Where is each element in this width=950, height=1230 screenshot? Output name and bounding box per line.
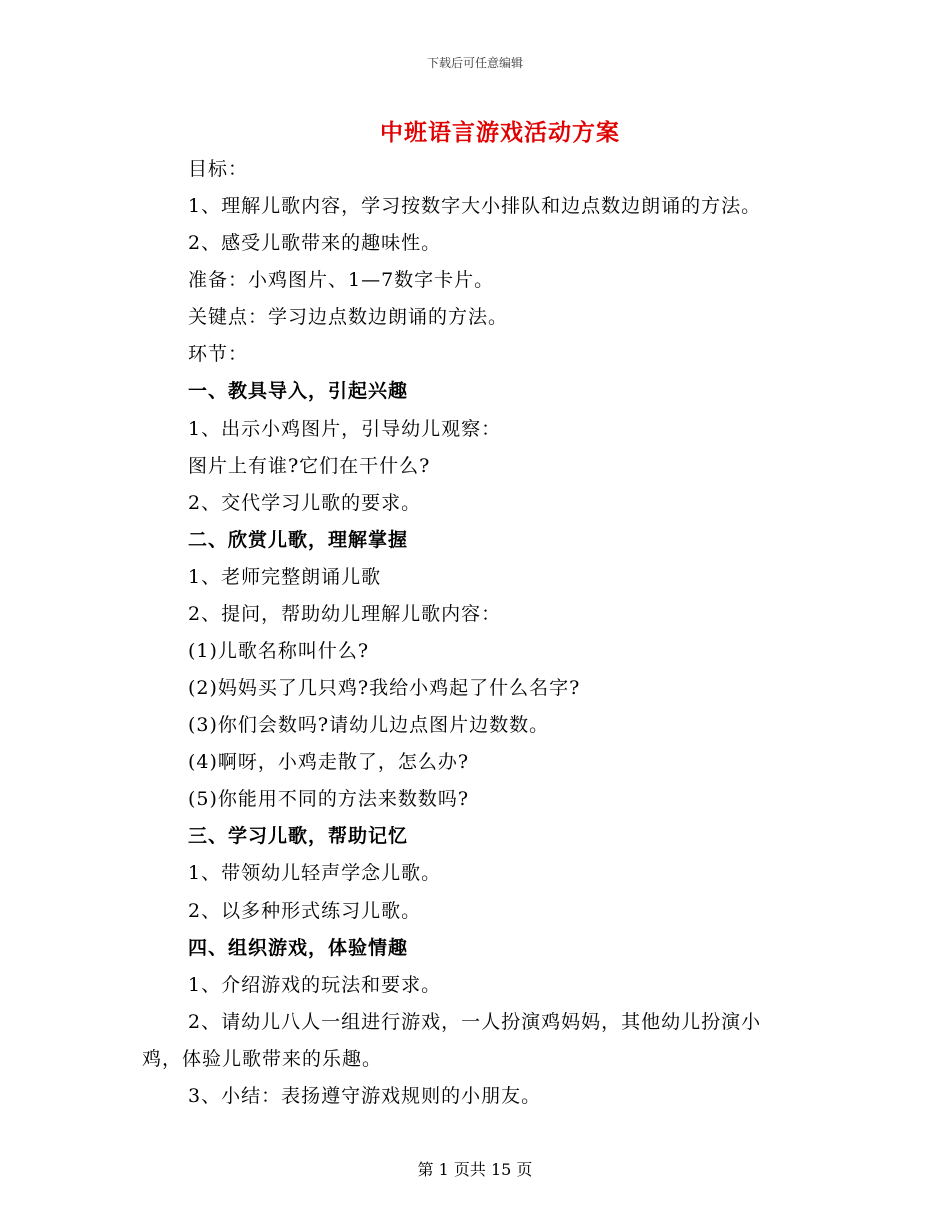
section-heading: 四、组织游戏，体验情趣 xyxy=(188,937,409,959)
body-line: 2、感受儿歌带来的趣味性。 xyxy=(188,232,442,254)
body-line: 2、交代学习儿歌的要求。 xyxy=(188,492,422,514)
header-note: 下载后可任意编辑 xyxy=(426,56,523,70)
page-number-footer: 第 1 页共 15 页 xyxy=(417,1160,533,1179)
body-line: 图片上有谁?它们在干什么? xyxy=(188,455,431,477)
body-line: 1、出示小鸡图片，引导幼儿观察： xyxy=(188,418,502,440)
body-line: 1、老师完整朗诵儿歌 xyxy=(188,566,382,588)
section-heading: 二、欣赏儿歌，理解掌握 xyxy=(188,529,409,551)
body-line: 环节： xyxy=(188,343,249,365)
body-line: 2、请幼儿八人一组进行游戏，一人扮演鸡妈妈，其他幼儿扮演小 xyxy=(188,1011,762,1033)
body-line: (1)儿歌名称叫什么? xyxy=(188,640,370,662)
body-line: 2、提问，帮助幼儿理解儿歌内容： xyxy=(188,603,502,625)
body-line: 1、理解儿歌内容，学习按数字大小排队和边点数边朗诵的方法。 xyxy=(188,195,762,217)
body-line: 1、介绍游戏的玩法和要求。 xyxy=(188,974,442,996)
body-line: (5)你能用不同的方法来数数吗? xyxy=(188,788,470,810)
body-line: 关键点：学习边点数边朗诵的方法。 xyxy=(188,306,509,328)
section-heading: 三、学习儿歌，帮助记忆 xyxy=(188,825,409,847)
body-line: (2)妈妈买了几只鸡?我给小鸡起了什么名字? xyxy=(188,677,581,699)
document-title: 中班语言游戏活动方案 xyxy=(380,119,620,146)
body-line: (4)啊呀，小鸡走散了，怎么办? xyxy=(188,751,470,773)
body-line: 3、小结：表扬遵守游戏规则的小朋友。 xyxy=(188,1085,542,1107)
section-heading: 一、教具导入，引起兴趣 xyxy=(188,380,409,402)
body-line: 1、带领幼儿轻声学念儿歌。 xyxy=(188,862,442,884)
body-line: (3)你们会数吗?请幼儿边点图片边数数。 xyxy=(188,714,550,736)
body-line: 2、以多种形式练习儿歌。 xyxy=(188,900,422,922)
body-line: 目标： xyxy=(188,158,249,180)
body-line: 准备：小鸡图片、1—7数字卡片。 xyxy=(188,269,495,291)
body-line-continuation: 鸡，体验儿歌带来的乐趣。 xyxy=(142,1048,383,1070)
